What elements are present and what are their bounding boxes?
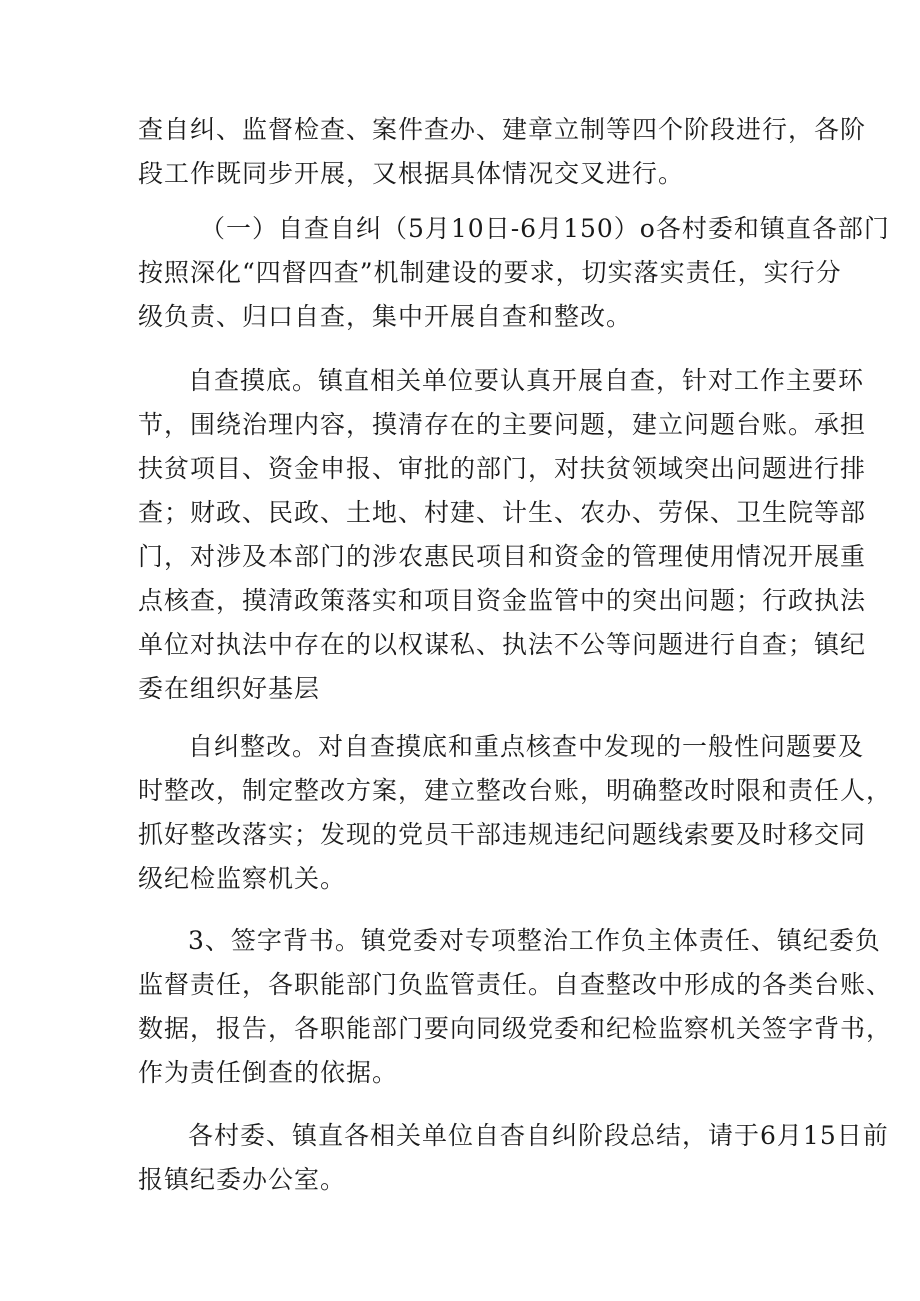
- paragraph-self-check-heading: [138, 207, 890, 339]
- text-line: 扶贫项目、资金申报、审批的部门，对扶贫领域突出问题进行排: [138, 454, 867, 483]
- text-line: 门，对涉及本部门的涉农惠民项目和资金的管理使用情况开展重: [138, 542, 867, 571]
- text-line: 按照深化“四督四查”机制建设的要求，切实落实责任，实行分: [138, 258, 842, 287]
- text-line: 自纠整改。对自查摸底和重点核查中发现的一般性问题要及: [188, 732, 865, 761]
- text-line: 监督责任，各职能部门负监管责任。自查整改中形成的各类台账、: [138, 970, 893, 999]
- text-line: 查自纠、监督检查、案件查办、建章立制等四个阶段进行，各阶: [138, 115, 867, 144]
- text-line: 各村委、镇直各相关单位自杳自纠阶段总结，请于6月15日前: [188, 1121, 889, 1150]
- text-line: 抓好整改落实；发现的党员干部违规违纪问题线索要及时移交同: [138, 820, 867, 849]
- text-line: 级负责、归口自查，集中开展自查和整改。: [138, 302, 633, 331]
- text-line: 报镇纪委办公室。: [138, 1165, 347, 1194]
- text-line: 段工作既同步开展，又根据具体情况交叉进行。: [138, 159, 685, 188]
- paragraph-summary-deadline: [138, 1114, 889, 1202]
- text-line: 3、签字背书。镇党委对专项整治工作负主体责任、镇纪委负: [188, 926, 881, 955]
- text-line: 点核查，摸清政策落实和项目资金监管中的突出问题；行政执法: [138, 586, 867, 615]
- text-line: 数据，报告，各职能部门要向同级党委和纪检监察机关签字背书，: [138, 1014, 893, 1043]
- paragraph-stage-overview: [138, 108, 867, 196]
- text-line: 查；财政、民政、土地、村建、计生、农办、劳保、卫生院等部: [138, 498, 867, 527]
- text-line: 单位对执法中存在的以权谋私、执法不公等问题进行自查；镇纪: [138, 630, 867, 659]
- text-line: 委在组织好基层: [138, 674, 321, 703]
- paragraph-self-correction: [138, 725, 893, 901]
- text-line: 自查摸底。镇直相关单位要认真开展自查，针对工作主要环: [188, 366, 865, 395]
- paragraph-signature-endorsement: [138, 919, 893, 1095]
- text-line: 节，围绕治理内容，摸清存在的主要问题，建立问题台账。承担: [138, 410, 867, 439]
- text-line: 作为责任倒查的依据。: [138, 1058, 399, 1087]
- paragraph-self-check-survey: [138, 359, 867, 711]
- text-line: 级纪检监察机关。: [138, 864, 347, 893]
- text-line: 时整改，制定整改方案，建立整改台账，明确整改时限和责任人，: [138, 776, 893, 805]
- text-line: （一）自查自纠（5月10日-6月150）o各村委和镇直各部门: [200, 214, 890, 243]
